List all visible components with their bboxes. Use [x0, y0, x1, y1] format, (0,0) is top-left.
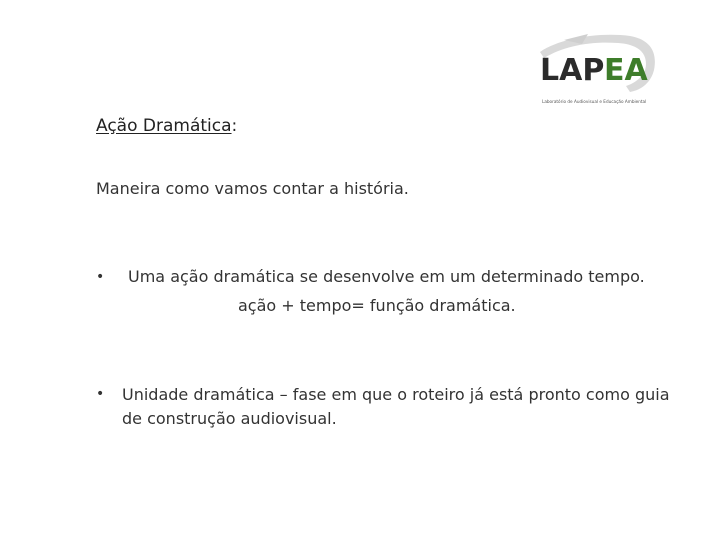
title-colon: : — [231, 116, 238, 136]
title-text: Ação Dramática — [96, 116, 232, 136]
bullet-text: Unidade dramática – fase em que o roteiro já está pronto como guia de construção audiovisual. — [122, 385, 670, 428]
lapea-logo — [530, 30, 660, 108]
bullet-text: Uma ação dramática se desenvolve em um determinado tempo. — [128, 267, 645, 286]
logo-wordmark-left: LAP — [540, 53, 605, 88]
bullet-marker: • — [96, 386, 105, 402]
slide-subtitle: Maneira como vamos contar a história. — [96, 179, 409, 198]
logo-wordmark-right: EA — [604, 53, 648, 88]
logo-tagline: Laboratório de Audiovisual e Educação Ambiental — [542, 99, 647, 104]
bullet-subtext: ação + tempo= função dramática. — [238, 296, 516, 315]
slide-title — [96, 116, 237, 136]
logo-graphic — [530, 30, 660, 108]
bullet-marker: • — [96, 269, 105, 285]
